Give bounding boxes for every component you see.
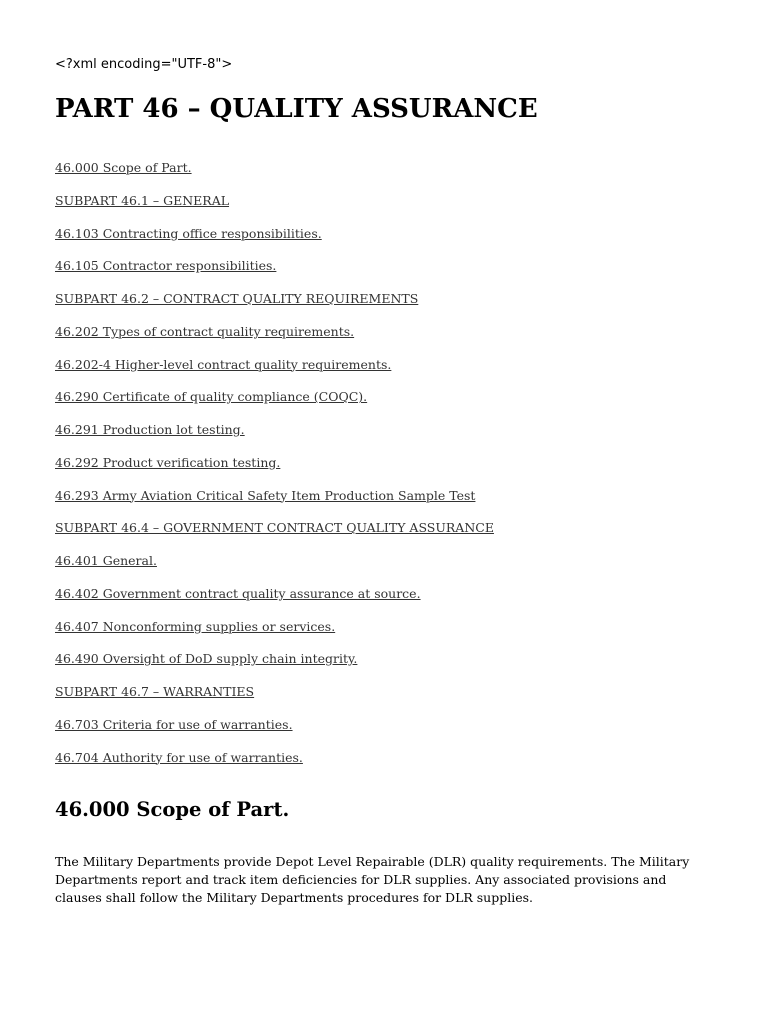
toc-link[interactable]: 46.202 Types of contract quality requirements. bbox=[55, 323, 355, 339]
toc-link[interactable]: 46.290 Certificate of quality compliance (COQC). bbox=[55, 389, 368, 405]
toc-link[interactable]: 46.000 Scope of Part. bbox=[55, 160, 192, 175]
toc-link[interactable]: 46.291 Production lot testing. bbox=[55, 422, 245, 437]
toc-item bbox=[55, 389, 494, 422]
toc-item bbox=[55, 226, 494, 259]
toc-item bbox=[55, 619, 494, 652]
toc-link[interactable]: 46.407 Nonconforming supplies or services. bbox=[55, 618, 336, 634]
toc-link[interactable]: 46.703 Criteria for use of warranties. bbox=[55, 716, 293, 732]
toc-item bbox=[55, 258, 494, 291]
toc-link[interactable]: 46.103 Contracting office responsibilities. bbox=[55, 225, 322, 241]
toc-link[interactable]: SUBPART 46.1 – GENERAL bbox=[55, 192, 230, 208]
toc-link[interactable]: 46.490 Oversight of DoD supply chain integrity. bbox=[55, 651, 358, 667]
toc-item bbox=[55, 651, 494, 684]
section-heading: 46.000 Scope of Part. bbox=[55, 798, 290, 821]
toc-link[interactable]: 46.292 Product verification testing. bbox=[55, 454, 281, 470]
toc-item bbox=[55, 160, 494, 193]
toc-item bbox=[55, 717, 494, 750]
toc-item bbox=[55, 324, 494, 357]
toc-link[interactable]: 46.401 General. bbox=[55, 553, 157, 568]
toc-link[interactable]: 46.105 Contractor responsibilities. bbox=[55, 258, 277, 274]
toc-item bbox=[55, 422, 494, 455]
toc-item bbox=[55, 520, 494, 553]
toc-link[interactable]: 46.402 Government contract quality assurance at source. bbox=[55, 585, 421, 601]
toc-link[interactable]: SUBPART 46.2 – CONTRACT QUALITY REQUIREMENTS bbox=[55, 291, 419, 306]
toc-item bbox=[55, 586, 494, 619]
toc-item bbox=[55, 684, 494, 717]
toc-link[interactable]: SUBPART 46.7 – WARRANTIES bbox=[55, 684, 255, 699]
toc-item bbox=[55, 291, 494, 324]
toc-link[interactable]: 46.202-4 Higher-level contract quality requirements. bbox=[55, 356, 392, 372]
toc-link[interactable]: 46.293 Army Aviation Critical Safety Item Production Sample Test bbox=[55, 487, 476, 503]
toc-link[interactable]: SUBPART 46.4 – GOVERNMENT CONTRACT QUALITY ASSURANCE bbox=[55, 520, 494, 536]
toc-item bbox=[55, 357, 494, 390]
section-body: The Military Departments provide Depot Level Repairable (DLR) quality requirements. The Military Departments report and track item deficiencies for DLR supplies. Any associated provisions and clauses shall follow the Military Departments procedures for DLR supplies. bbox=[55, 854, 690, 905]
table-of-contents bbox=[55, 160, 494, 782]
xml-declaration: <?xml encoding="UTF-8"> bbox=[55, 57, 233, 72]
toc-item bbox=[55, 488, 494, 521]
page-title: PART 46 – QUALITY ASSURANCE bbox=[55, 94, 538, 124]
toc-item bbox=[55, 750, 494, 783]
toc-item bbox=[55, 553, 494, 586]
toc-link[interactable]: 46.704 Authority for use of warranties. bbox=[55, 749, 303, 765]
toc-item bbox=[55, 193, 494, 226]
toc-item bbox=[55, 455, 494, 488]
